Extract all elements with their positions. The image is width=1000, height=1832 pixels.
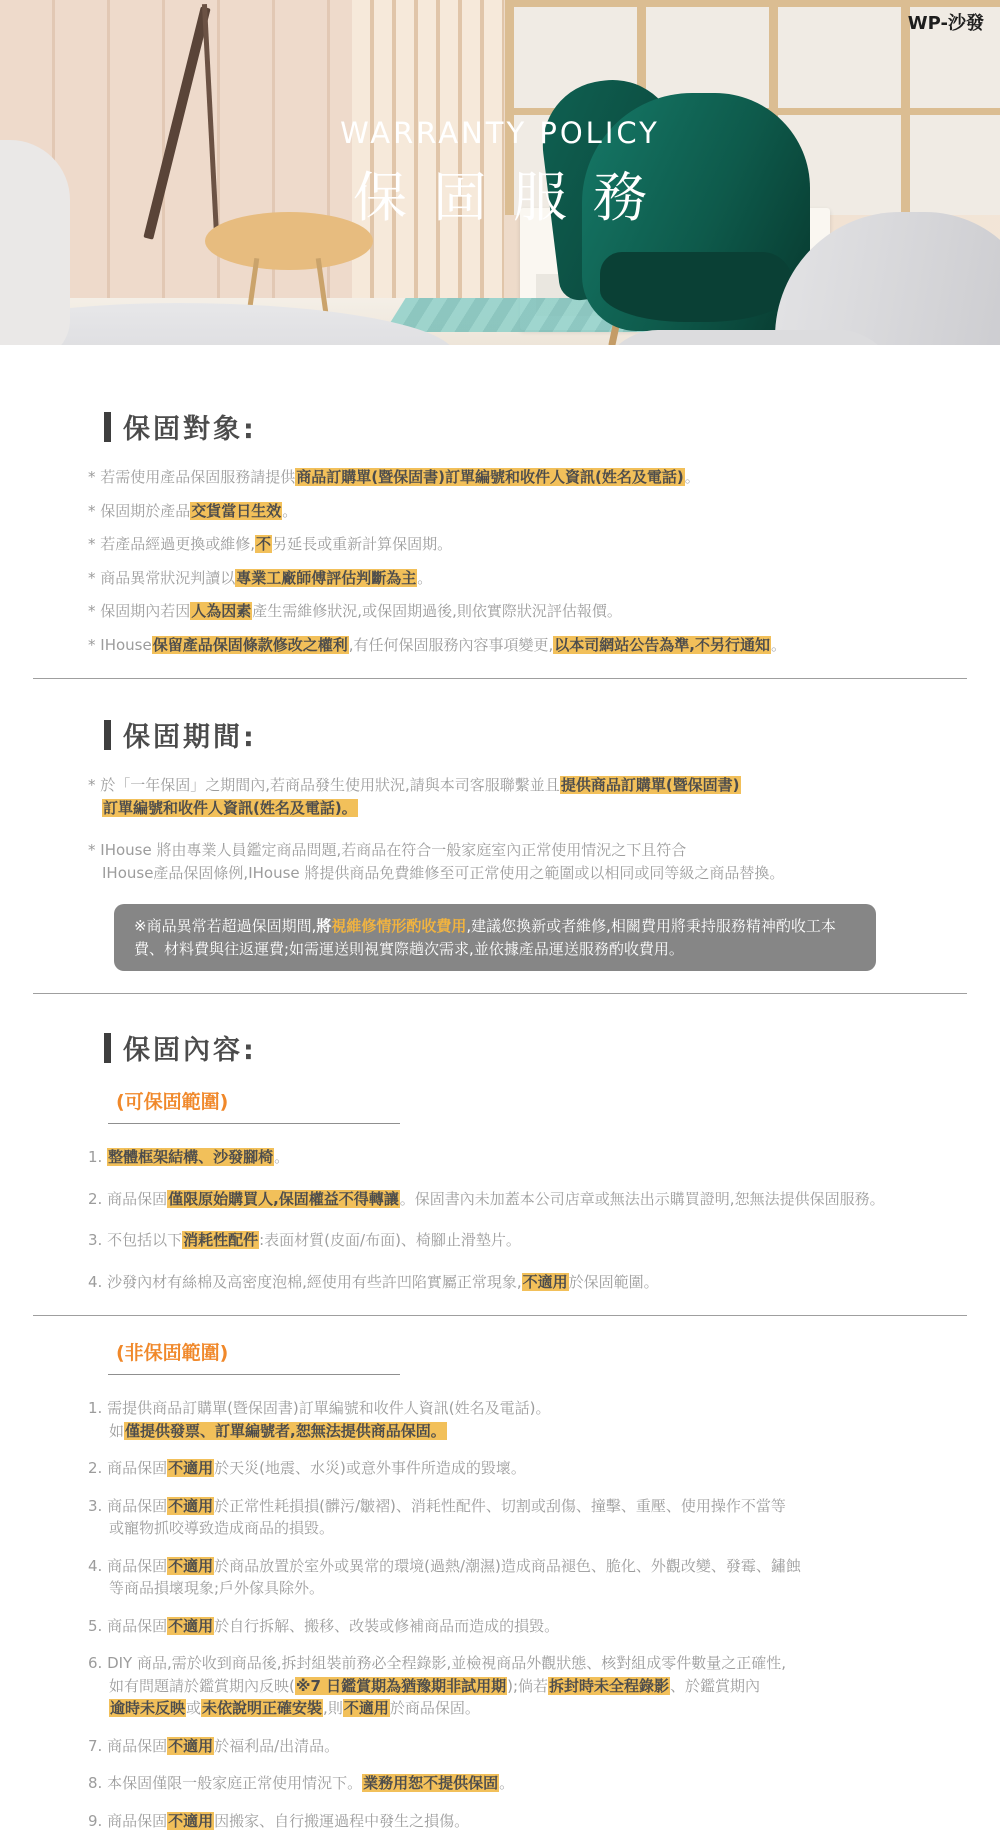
text-segment: :表面材質(皮面/布面)、椅腳止滑墊片。 [259, 1231, 521, 1249]
list-item [88, 1652, 990, 1720]
list-item [88, 1229, 990, 1252]
text-segment: * 若需使用產品保固服務請提供 [88, 468, 295, 486]
corner-tag: WP-沙發 [908, 9, 984, 35]
list-item [88, 1146, 990, 1169]
text-segment: 2. 商品保固 [88, 1459, 167, 1477]
list-item [88, 1735, 990, 1758]
excluded-items-list [88, 1397, 990, 1832]
divider [33, 1315, 967, 1316]
highlighted-text: 保留產品保固條款修改之權利 [152, 636, 349, 654]
text-segment: IHouse產品保固條例,IHouse 將提供商品免費維修至可正常使用之範圍或以相同或同等級之商品替換。 [102, 864, 784, 882]
text-segment: 3. 不包括以下 [88, 1231, 182, 1249]
text-segment: 。 [499, 1774, 514, 1792]
text-segment: 於商品放置於室外或異常的環境(過熱/潮濕)造成商品褪色、脆化、外觀改變、發霉、鏽蝕 [214, 1557, 801, 1575]
text-segment: 於正常性耗損損(髒污/皺褶)、消耗性配件、切割或刮傷、撞擊、重壓、使用操作不當等 [214, 1497, 786, 1515]
section-warranty-target [0, 345, 1000, 656]
highlighted-text: 不適用 [167, 1812, 214, 1830]
highlighted-text: 不 [255, 535, 272, 553]
text-segment: 另延長或重新計算保固期。 [272, 535, 452, 553]
list-item [88, 1495, 990, 1540]
text-segment: 因搬家、自行搬運過程中發生之損傷。 [214, 1812, 469, 1830]
text-segment: ,建議您換新或者維修,相關費用將秉持服務精神酌收工本費、材料費與往返運費;如需運送則視實際趟次需求,並依據產品運送服務酌收費用。 [134, 917, 836, 958]
text-segment: 或寵物抓咬導致造成商品的損毀。 [109, 1519, 334, 1537]
text-segment: 7. 商品保固 [88, 1737, 167, 1755]
highlighted-text: 提供商品訂購單(暨保固書) [560, 776, 741, 794]
gray-chair-middle-shape [598, 330, 898, 345]
text-segment: 5. 商品保固 [88, 1617, 167, 1635]
page-title: 保固服務 [0, 155, 1000, 232]
text-segment: 產生需維修狀況,或保固期過後,則依實際狀況評估報價。 [252, 602, 622, 620]
highlighted-text: 業務用恕不提供保固 [362, 1774, 499, 1792]
list-item [88, 634, 990, 657]
text-segment: * 保固期於產品 [88, 502, 190, 520]
text-segment: 4. 沙發內材有絲棉及高密度泡棉,經使用有些許凹陷實屬正常現象, [88, 1273, 522, 1291]
text-segment: 於保固範圍。 [569, 1273, 659, 1291]
text-segment: 6. DIY 商品,需於收到商品後,拆封組裝前務必全程錄影,並檢視商品外觀狀態、核對組成零件數量之正確性, [88, 1654, 786, 1672]
text-segment: 於天災(地震、水災)或意外事件所造成的毀壞。 [214, 1459, 526, 1477]
text-segment: 。 [685, 468, 700, 486]
highlighted-text: 不適用 [167, 1737, 214, 1755]
highlighted-text: 人為因素 [190, 602, 252, 620]
list-item [88, 600, 990, 623]
hero-eyebrow: WARRANTY POLICY [0, 116, 1000, 150]
text-segment: ,則 [323, 1699, 343, 1717]
highlighted-text: 商品訂購單(暨保固書)訂單編號和收件人資訊(姓名及電話) [295, 468, 684, 486]
highlighted-text: 不適用 [343, 1699, 390, 1717]
text-segment: 9. 商品保固 [88, 1812, 167, 1830]
list-item [88, 1810, 990, 1832]
list-item [88, 1188, 990, 1211]
highlighted-text: ※7 日鑑賞期為猶豫期非試用期 [295, 1677, 507, 1695]
text-segment: 等商品損壞現象;戶外傢具除外。 [109, 1579, 324, 1597]
text-segment: 8. 本保固僅限一般家庭正常使用情況下。 [88, 1774, 362, 1792]
bold-text: 將 [316, 917, 331, 935]
covered-range-label: (可保固範圍) [116, 1087, 990, 1114]
excluded-range-label: (非保固範圍) [116, 1338, 990, 1365]
text-segment: 。 [771, 636, 786, 654]
warranty-period-list [88, 774, 990, 884]
text-segment: * IHouse [88, 636, 152, 654]
text-segment: 2. 商品保固 [88, 1190, 167, 1208]
list-item [88, 567, 990, 590]
highlighted-text: 消耗性配件 [182, 1231, 259, 1249]
text-segment: 。 [274, 1148, 289, 1166]
list-item [88, 500, 990, 523]
section-warranty-period [0, 701, 1000, 971]
text-segment: 或 [186, 1699, 201, 1717]
highlighted-text: 逾時未反映 [109, 1699, 186, 1717]
label-underline [108, 1123, 400, 1124]
text-segment: 。保固書內未加蓋本公司店章或無法出示購買證明,恕無法提供保固服務。 [400, 1190, 885, 1208]
list-item [88, 1772, 990, 1795]
list-item [88, 1615, 990, 1638]
divider [33, 993, 967, 994]
accent-text: 視維修情形酌收費用 [331, 917, 466, 935]
green-armchair-seat-shape [600, 252, 792, 322]
highlighted-text: 未依說明正確安裝 [201, 1699, 323, 1717]
list-item [88, 466, 990, 489]
highlighted-text: 不適用 [167, 1497, 214, 1515]
hero-text-block [0, 116, 1000, 232]
text-segment: 。 [417, 569, 432, 587]
section-warranty-content [0, 1016, 1000, 1293]
highlighted-text: 僅限原始購買人,保固權益不得轉讓 [167, 1190, 400, 1208]
text-segment: 1. [88, 1148, 107, 1166]
text-segment: 於商品保固。 [390, 1699, 480, 1717]
section-heading-period: 保固期間: [104, 715, 990, 754]
text-segment: ※商品異常若超過保固期間, [134, 917, 316, 935]
text-segment: 1. 需提供商品訂購單(暨保固書)訂單編號和收件人資訊(姓名及電話)。 [88, 1399, 551, 1417]
highlighted-text: 不適用 [522, 1273, 569, 1291]
hero-banner [0, 0, 1000, 345]
highlighted-text: 訂單編號和收件人資訊(姓名及電話)。 [102, 799, 358, 817]
text-segment: 3. 商品保固 [88, 1497, 167, 1515]
label-underline [108, 1374, 400, 1375]
divider [33, 678, 967, 679]
highlighted-text: 專業工廠師傅評估判斷為主 [235, 569, 417, 587]
text-segment: * 於「一年保固」之期間內,若商品發生使用狀況,請與本司客服聯繫並且 [88, 776, 560, 794]
section-not-covered [0, 1338, 1000, 1832]
highlighted-text: 拆封時未全程錄影 [548, 1677, 670, 1695]
highlighted-text: 不適用 [167, 1459, 214, 1477]
list-item [88, 1397, 990, 1442]
text-segment: 。 [282, 502, 297, 520]
text-segment: 如 [109, 1422, 124, 1440]
section-heading-content: 保固內容: [104, 1028, 990, 1067]
text-segment: );倘若 [507, 1677, 548, 1695]
highlighted-text: 僅提供發票、訂單編號者,恕無法提供商品保固。 [124, 1422, 447, 1440]
text-segment: ,有任何保固服務內容事項變更, [349, 636, 554, 654]
text-segment: 4. 商品保固 [88, 1557, 167, 1575]
highlighted-text: 不適用 [167, 1617, 214, 1635]
highlighted-text: 交貨當日生效 [190, 502, 282, 520]
highlighted-text: 不適用 [167, 1557, 214, 1575]
list-item [88, 839, 990, 884]
text-segment: * IHouse 將由專業人員鑑定商品問題,若商品在符合一般家庭室內正常使用情況之下且符合 [88, 841, 686, 859]
list-item [88, 1271, 990, 1294]
highlighted-text: 整體框架結構、沙發腳椅 [107, 1148, 274, 1166]
text-segment: 於自行拆解、搬移、改裝或修補商品而造成的損毀。 [214, 1617, 559, 1635]
text-segment: 、於鑑賞期內 [670, 1677, 760, 1695]
text-segment: * 若產品經過更換或維修, [88, 535, 255, 553]
list-item [88, 1555, 990, 1600]
text-segment: * 商品異常狀況判讀以 [88, 569, 235, 587]
list-item [134, 915, 856, 960]
section-heading-target: 保固對象: [104, 407, 990, 446]
text-segment: 如有問題請於鑑賞期內反映( [109, 1677, 295, 1695]
fee-notice-box [114, 904, 876, 971]
covered-items-list [88, 1146, 990, 1293]
text-segment: * 保固期內若因 [88, 602, 190, 620]
warranty-target-list [88, 466, 990, 656]
list-item [88, 774, 990, 819]
highlighted-text: 以本司網站公告為準,不另行通知 [553, 636, 771, 654]
list-item [88, 533, 990, 556]
text-segment: 於福利品/出清品。 [214, 1737, 339, 1755]
list-item [88, 1457, 990, 1480]
